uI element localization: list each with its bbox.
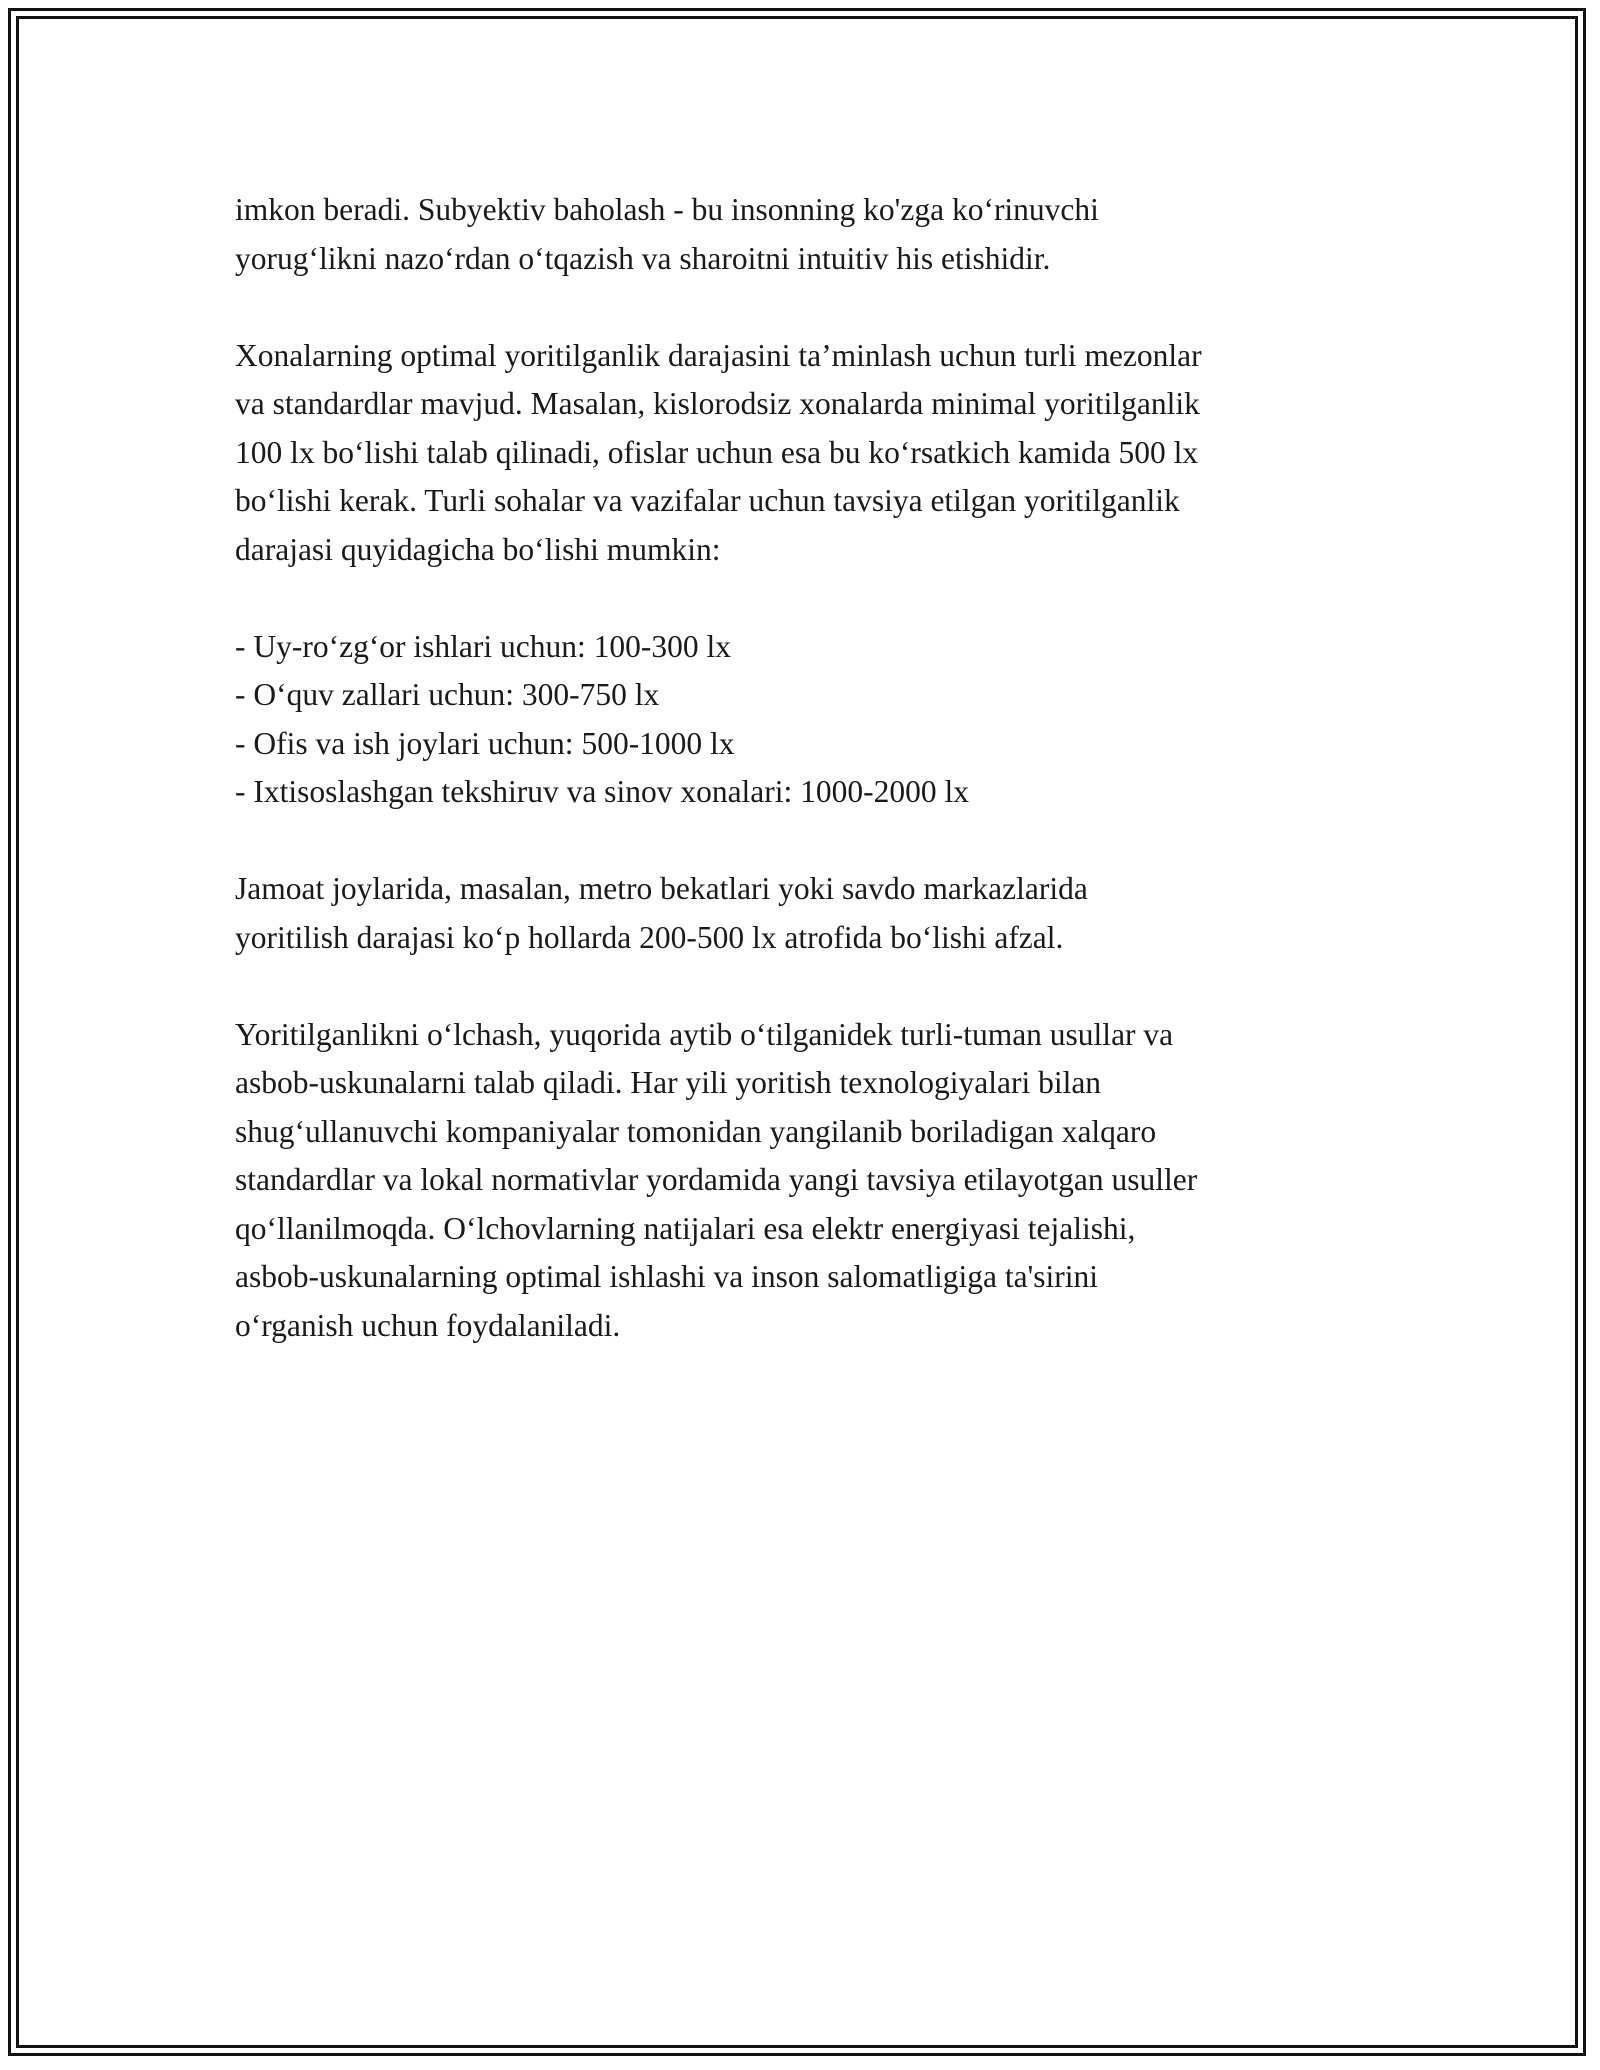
text-line: yoritilish darajasi ko‘p hollarda 200-500 lx atrofida bo‘lishi afzal. bbox=[235, 919, 1064, 955]
list-item: - Ixtisoslashgan tekshiruv va sinov xonalari: 1000-2000 lx bbox=[235, 774, 970, 809]
text-line: asbob-uskunalarning optimal ishlashi va inson salomatligiga ta'sirini bbox=[235, 1259, 1099, 1294]
text-line: shug‘ullanuvchi kompaniyalar tomonidan yangilanib boriladigan xalqaro bbox=[235, 1113, 1157, 1149]
text-line: yorug‘likni nazo‘rdan o‘tqazish va sharoitni intuitiv his etishidir. bbox=[235, 240, 1051, 276]
text-line: asbob-uskunalarni talab qiladi. Har yili yoritish texnologiyalari bilan bbox=[235, 1065, 1102, 1100]
text-line: darajasi quyidagicha bo‘lishi mumkin: bbox=[235, 531, 721, 567]
list-item: - Uy-ro‘zg‘or ishlari uchun: 100-300 lx bbox=[235, 628, 732, 664]
illuminance-list bbox=[235, 623, 1395, 817]
text-line: bo‘lishi kerak. Turli sohalar va vazifalar uchun tavsiya etilgan yoritilganlik bbox=[235, 483, 1180, 518]
text-line: o‘rganish uchun foydalaniladi. bbox=[235, 1307, 621, 1343]
text-line: va standardlar mavjud. Masalan, kislorodsiz xonalarda minimal yoritilganlik bbox=[235, 386, 1200, 421]
paragraph-lighting-standards bbox=[235, 332, 1395, 575]
paragraph-measurement bbox=[235, 1011, 1395, 1351]
text-line: qo‘llanilmoqda. O‘lchovlarning natijalari esa elektr energiyasi tejalishi, bbox=[235, 1210, 1136, 1246]
text-line: Yoritilganlikni o‘lchash, yuqorida aytib o‘tilganidek turli-tuman usullar va bbox=[235, 1016, 1174, 1052]
list-item: - O‘quv zallari uchun: 300-750 lx bbox=[235, 677, 660, 712]
text-line: standardlar va lokal normativlar yordamida yangi tavsiya etilayotgan usuller bbox=[235, 1162, 1198, 1197]
text-line: 100 lx bo‘lishi talab qilinadi, ofislar uchun esa bu ko‘rsatkich kamida 500 lx bbox=[235, 434, 1199, 470]
paragraph-subjective-assessment bbox=[235, 186, 1395, 283]
document-body bbox=[235, 186, 1395, 1399]
text-line: imkon beradi. Subyektiv baholash - bu insonning ko'zga ko‘rinuvchi bbox=[235, 192, 1099, 227]
text-line: Jamoat joylarida, masalan, metro bekatlari yoki savdo markazlarida bbox=[235, 871, 1088, 906]
text-line: Xonalarning optimal yoritilganlik darajasini ta’minlash uchun turli mezonlar bbox=[235, 337, 1202, 373]
list-item: - Ofis va ish joylari uchun: 500-1000 lx bbox=[235, 725, 735, 761]
paragraph-public-places bbox=[235, 865, 1395, 962]
